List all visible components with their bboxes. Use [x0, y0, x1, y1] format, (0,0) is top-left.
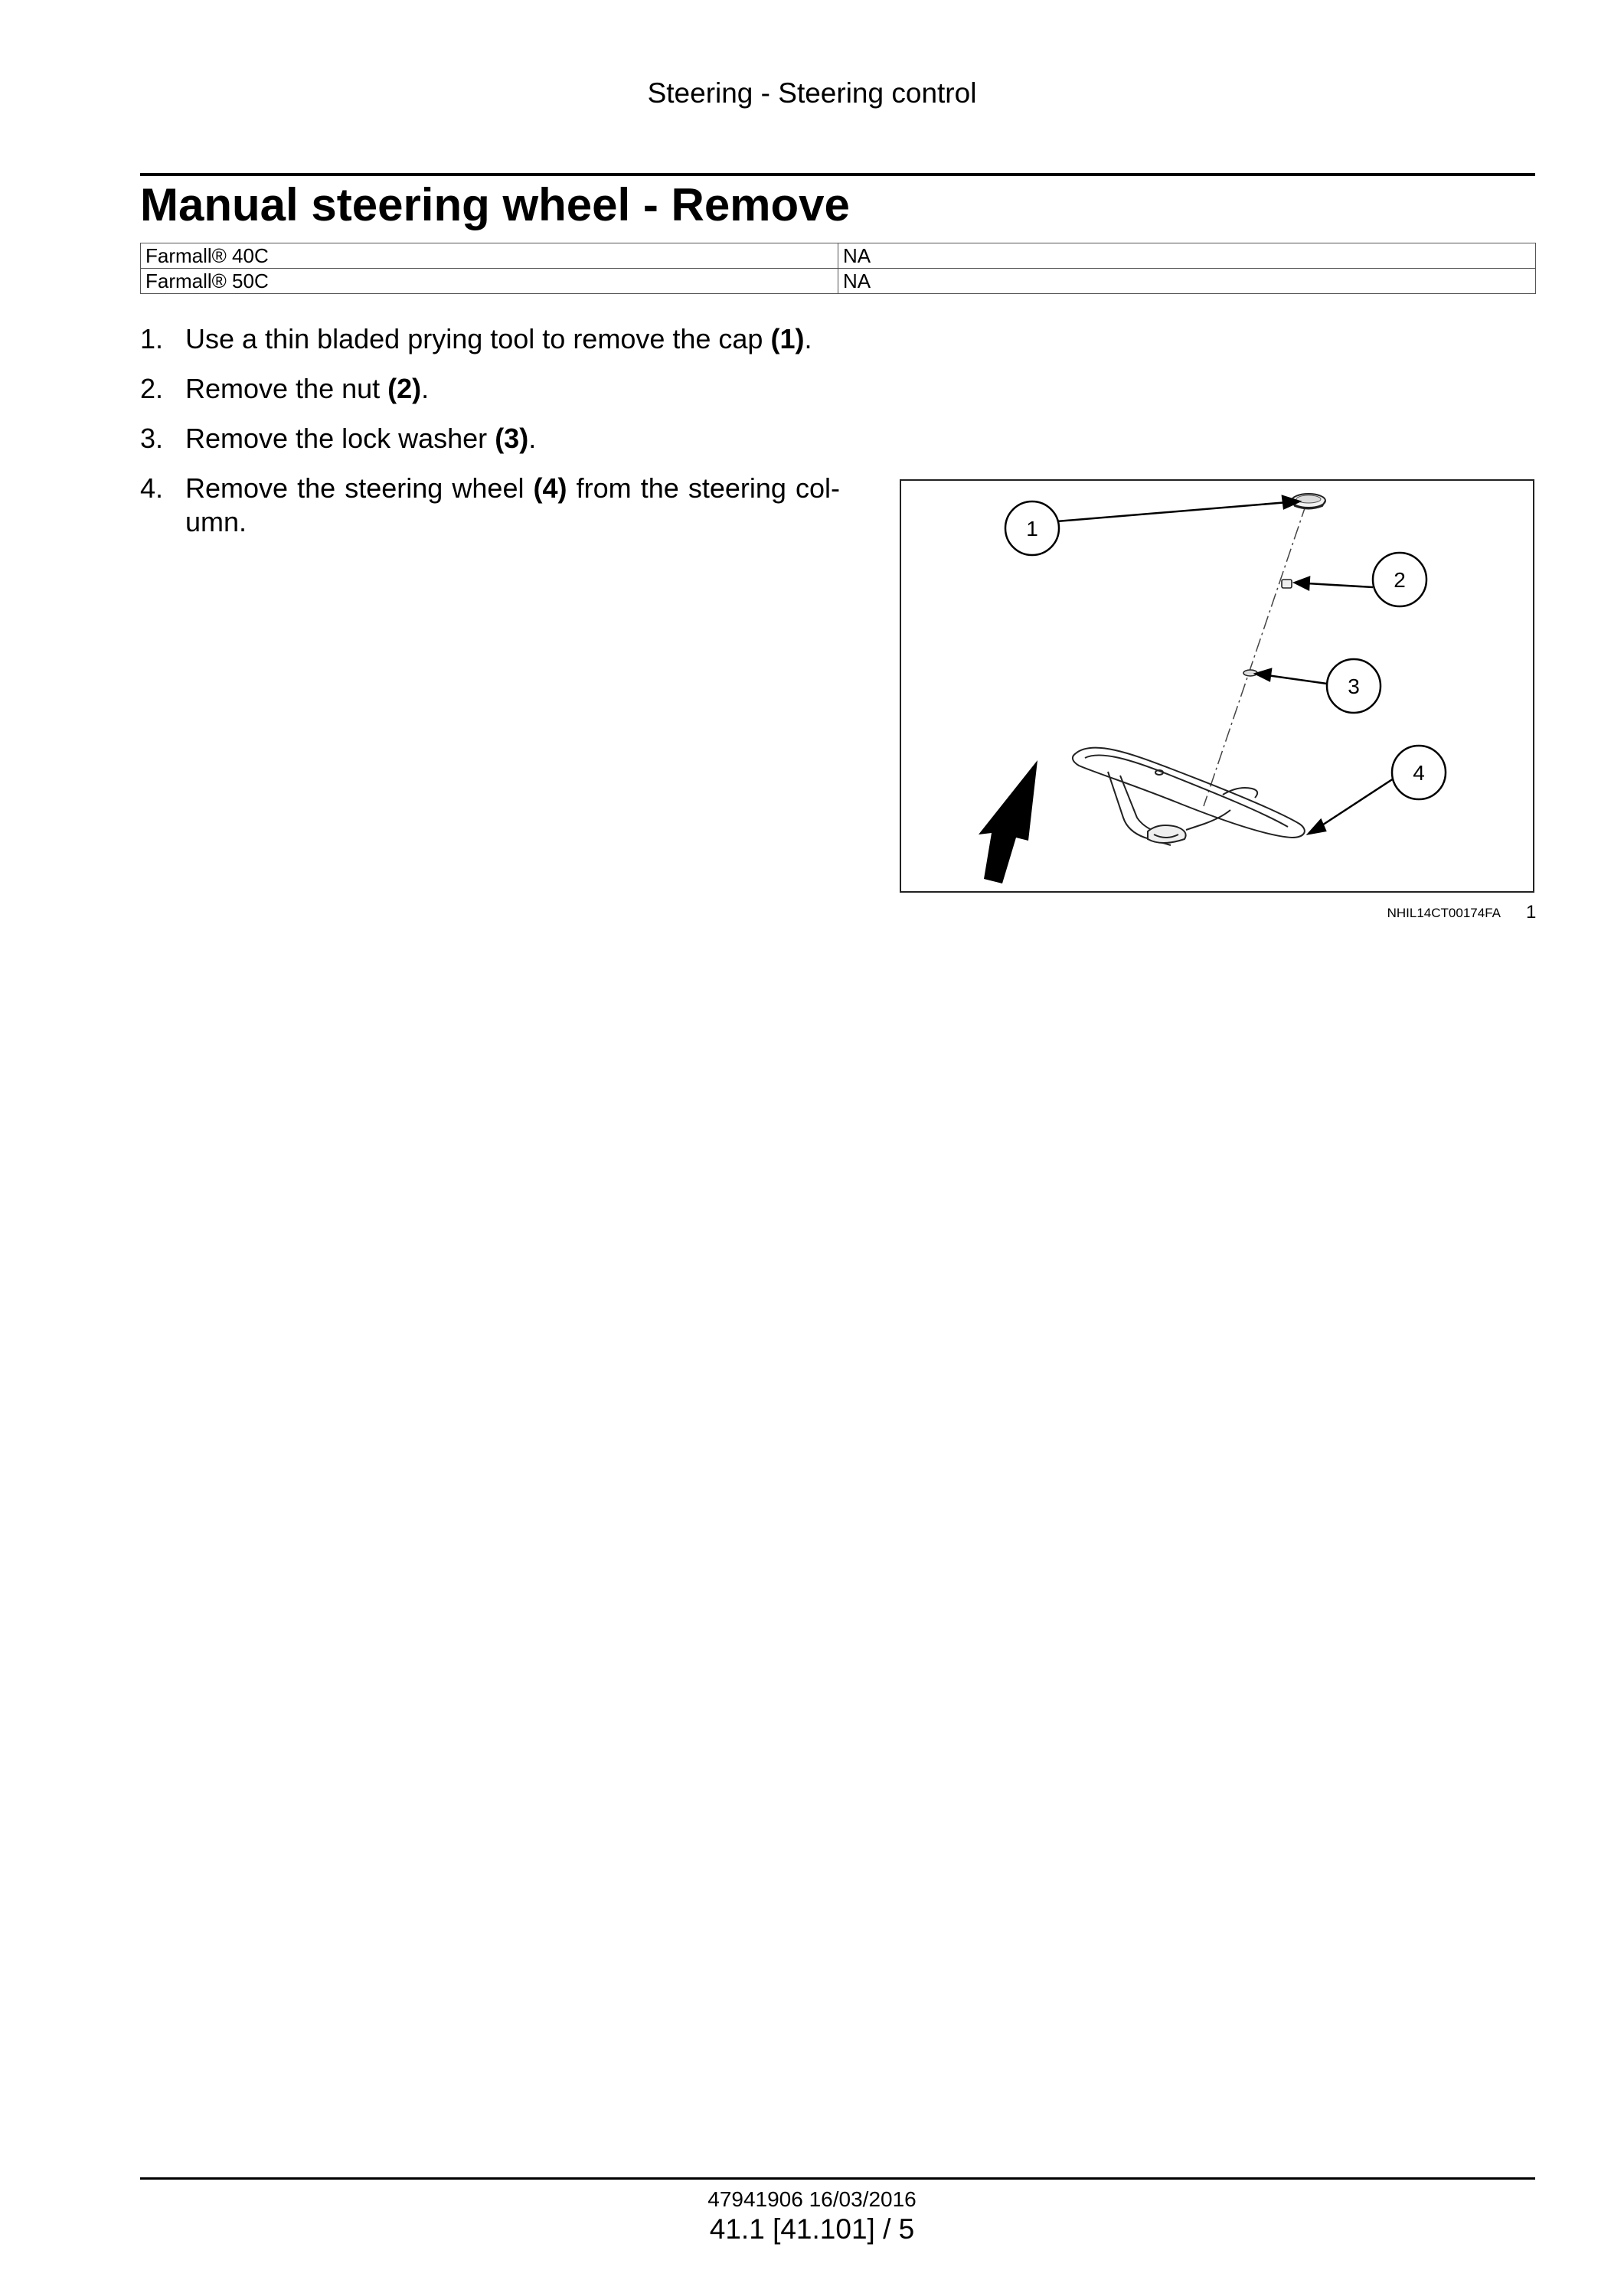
step-text: Use a thin bladed prying tool to remove the cap	[185, 323, 771, 354]
callout-1	[1005, 501, 1059, 555]
callout-4	[1392, 746, 1446, 799]
step-text-end: .	[421, 373, 430, 404]
figure-index: 1	[1526, 902, 1537, 923]
axis-line	[1204, 504, 1306, 806]
figure-code: NHIL14CT00174FA	[1387, 906, 1501, 920]
callout-label: 1	[1026, 517, 1038, 541]
procedure-step	[140, 472, 840, 539]
step-text-end: from the steering col- umn.	[185, 472, 840, 537]
header-rule	[140, 173, 1535, 176]
step-text: Remove the nut	[185, 373, 388, 404]
step-number: 2.	[140, 373, 164, 404]
model-name: Farmall® 40C	[141, 243, 838, 269]
step-reference: (2)	[387, 373, 422, 404]
callout-label: 3	[1348, 674, 1360, 698]
exploded-view-drawing	[901, 481, 1536, 894]
step-number: 3.	[140, 423, 164, 454]
steering-wheel-illustration	[900, 479, 1534, 893]
model-value: NA	[838, 243, 1536, 269]
step-reference: (4)	[533, 472, 567, 504]
footer-page-number: 41.1 [41.101] / 5	[709, 2213, 915, 2245]
removal-direction-arrow	[979, 760, 1037, 883]
step-text: Remove the steering wheel	[185, 472, 534, 504]
procedure-step	[140, 372, 840, 406]
table-row	[141, 243, 1536, 269]
step-text-end: .	[804, 323, 812, 354]
procedure-step	[140, 422, 840, 456]
table-row	[141, 269, 1536, 294]
procedure-steps	[140, 322, 840, 555]
step-text-end: .	[528, 423, 537, 454]
callout-2	[1373, 553, 1426, 606]
callout-label: 2	[1394, 568, 1406, 592]
callout-3	[1327, 659, 1381, 713]
step-reference: (3)	[495, 423, 529, 454]
page-title: Manual steering wheel - Remove	[140, 179, 850, 230]
step-text: Remove the lock washer	[185, 423, 495, 454]
nut-part	[1282, 580, 1292, 588]
step-number: 1.	[140, 323, 164, 354]
running-header: Steering - Steering control	[647, 77, 977, 109]
footer-document-info: 47941906 16/03/2016	[707, 2187, 917, 2211]
applicability-table	[140, 243, 1536, 294]
step-reference: (1)	[770, 323, 805, 354]
model-value: NA	[838, 269, 1536, 294]
footer-rule	[140, 2177, 1535, 2180]
step-number: 4.	[140, 472, 164, 504]
procedure-step	[140, 322, 840, 356]
callout-label: 4	[1413, 761, 1425, 785]
model-name: Farmall® 50C	[141, 269, 838, 294]
steering-wheel-part	[1073, 748, 1305, 845]
